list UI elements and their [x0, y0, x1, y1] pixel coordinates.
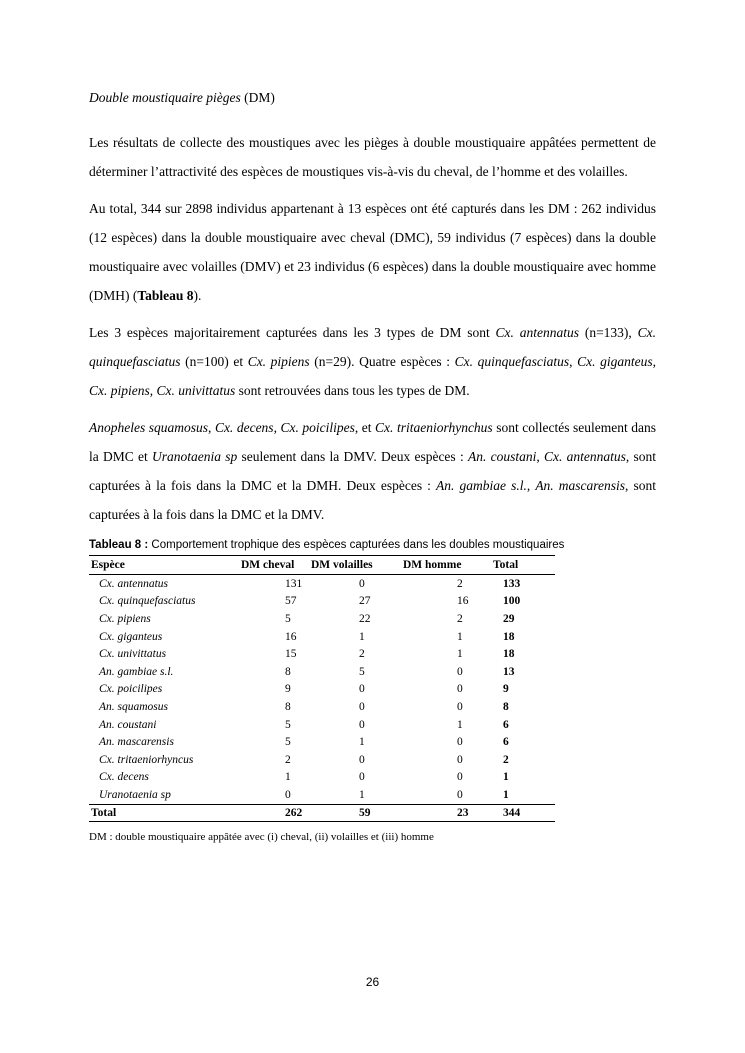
- table-row: [89, 681, 555, 699]
- count-cell: 0: [457, 683, 463, 696]
- header-total: Total: [491, 556, 555, 575]
- total-cell: 13: [503, 665, 515, 678]
- table-total-row: [89, 804, 555, 821]
- count-cell: 2: [285, 753, 291, 766]
- species-name: An. squamosus: [99, 700, 169, 713]
- count-cell: 0: [359, 771, 365, 784]
- header-dm-volailles: DM volailles: [309, 556, 401, 575]
- count-cell: 15: [285, 648, 297, 661]
- species-name: Cx. pipiens: [99, 612, 151, 625]
- table-row: [89, 751, 555, 769]
- species-name: An. mascarensis: [99, 736, 174, 749]
- total-cell: 1: [503, 771, 509, 784]
- total-cell: 8: [503, 700, 509, 713]
- table-row: [89, 628, 555, 646]
- table-row: [89, 716, 555, 734]
- paragraph-3: Les 3 espèces majoritairement capturées dans les 3 types de DM sont Cx. antennatus (n=133), Cx. quinquefasciatus (n=100) et Cx. pipiens (n=29). Quatre espèces : Cx. quinquefasciatus, Cx. giganteus, Cx. pipiens, Cx. univittatus sont retrouvées dans tous les types de DM.: [89, 325, 657, 398]
- count-cell: 22: [359, 612, 371, 625]
- count-cell: 0: [359, 753, 365, 766]
- species-name: Cx. tritaeniorhyncus: [99, 753, 194, 766]
- section-heading: Double moustiquaire pièges (DM): [89, 90, 275, 105]
- count-cell: 5: [285, 718, 291, 731]
- total-cell: 100: [503, 595, 521, 608]
- count-cell: 2: [457, 612, 463, 625]
- species-name: Cx. giganteus: [99, 630, 163, 643]
- total-cell: 18: [503, 648, 515, 661]
- header-species: Espèce: [89, 556, 239, 575]
- count-cell: 1: [359, 630, 365, 643]
- count-cell: 0: [457, 771, 463, 784]
- total-cell: 6: [503, 718, 509, 731]
- count-cell: 8: [285, 700, 291, 713]
- total-total: 344: [491, 804, 555, 821]
- total-volailles: 59: [309, 804, 401, 821]
- count-cell: 0: [359, 577, 365, 590]
- header-dm-cheval: DM cheval: [239, 556, 309, 575]
- count-cell: 2: [359, 648, 365, 661]
- page-number: 26: [365, 975, 380, 989]
- total-cell: 6: [503, 736, 509, 749]
- table-footnote: DM : double moustiquaire appâtée avec (i) cheval, (ii) volailles et (iii) homme: [89, 830, 434, 843]
- species-name: Cx. poicilipes: [99, 683, 163, 696]
- table-row: [89, 593, 555, 611]
- table-row: [89, 786, 555, 804]
- page-content: [89, 88, 656, 843]
- species-name: Cx. univittatus: [99, 648, 167, 661]
- species-name: Cx. quinquefasciatus: [99, 595, 196, 608]
- count-cell: 1: [359, 736, 365, 749]
- species-name: An. coustani: [99, 718, 157, 731]
- table-header-row: [89, 556, 555, 575]
- paragraph-4: Anopheles squamosus, Cx. decens, Cx. poicilipes, et Cx. tritaeniorhynchus sont collectés seulement dans la DMC et Uranotaenia sp seulement dans la DMV. Deux espèces : An. coustani, Cx. antennatus, sont capturées à la fois dans la DMC et la DMH. Deux espèces : An. gambiae s.l., An. mascarensis, sont capturées à la fois dans la DMC et la DMV.: [89, 420, 657, 522]
- total-cell: 2: [503, 753, 509, 766]
- total-cell: 133: [503, 577, 521, 590]
- count-cell: 5: [285, 612, 291, 625]
- header-dm-homme: DM homme: [401, 556, 491, 575]
- table-row: [89, 645, 555, 663]
- count-cell: 1: [457, 648, 463, 661]
- count-cell: 16: [285, 630, 297, 643]
- count-cell: 1: [457, 630, 463, 643]
- species-name: Uranotaenia sp: [99, 788, 171, 801]
- total-cheval: 262: [239, 804, 309, 821]
- count-cell: 0: [359, 718, 365, 731]
- count-cell: 0: [457, 788, 463, 801]
- count-cell: 5: [285, 736, 291, 749]
- count-cell: 5: [359, 665, 365, 678]
- count-cell: 0: [457, 700, 463, 713]
- table-row: [89, 663, 555, 681]
- species-name: An. gambiae s.l.: [99, 665, 174, 678]
- total-cell: 18: [503, 630, 515, 643]
- table-row: [89, 575, 555, 593]
- count-cell: 1: [285, 771, 291, 784]
- total-cell: 29: [503, 612, 515, 625]
- table-reference: Tableau 8: [137, 288, 194, 303]
- count-cell: 1: [457, 718, 463, 731]
- count-cell: 8: [285, 665, 291, 678]
- count-cell: 0: [457, 753, 463, 766]
- total-label: Total: [89, 804, 239, 821]
- count-cell: 0: [359, 700, 365, 713]
- total-cell: 1: [503, 788, 509, 801]
- total-cell: 9: [503, 683, 509, 696]
- species-table: [89, 555, 555, 822]
- count-cell: 27: [359, 595, 371, 608]
- count-cell: 0: [457, 736, 463, 749]
- count-cell: 0: [457, 665, 463, 678]
- count-cell: 0: [285, 788, 291, 801]
- paragraph-2: Au total, 344 sur 2898 individus appartenant à 13 espèces ont été capturés dans les DM : 262 individus (12 espèces) dans la double moustiquaire avec cheval (DMC), 59 individus (7 espèces) dans la double moustiquaire avec volailles (DMV) et 23 individus (6 espèces) dans la double moustiquaire avec homme (DMH) (Tableau 8).: [89, 201, 656, 303]
- count-cell: 2: [457, 577, 463, 590]
- table-row: [89, 610, 555, 628]
- table-row: [89, 698, 555, 716]
- count-cell: 9: [285, 683, 291, 696]
- count-cell: 0: [359, 683, 365, 696]
- total-homme: 23: [401, 804, 491, 821]
- table-row: [89, 733, 555, 751]
- count-cell: 1: [359, 788, 365, 801]
- count-cell: 57: [285, 595, 297, 608]
- count-cell: 16: [457, 595, 469, 608]
- species-name: Cx. decens: [99, 771, 149, 784]
- table-row: [89, 769, 555, 787]
- species-name: Cx. antennatus: [99, 577, 168, 590]
- table-caption: Tableau 8 : Comportement trophique des espèces capturées dans les doubles moustiquaires: [89, 539, 565, 551]
- paragraph-1: Les résultats de collecte des moustiques avec les pièges à double moustiquaire appâtées permettent de déterminer l’attractivité des espèces de moustiques vis-à-vis du cheval, de l’homme et des volailles.: [89, 135, 656, 179]
- count-cell: 131: [285, 577, 303, 590]
